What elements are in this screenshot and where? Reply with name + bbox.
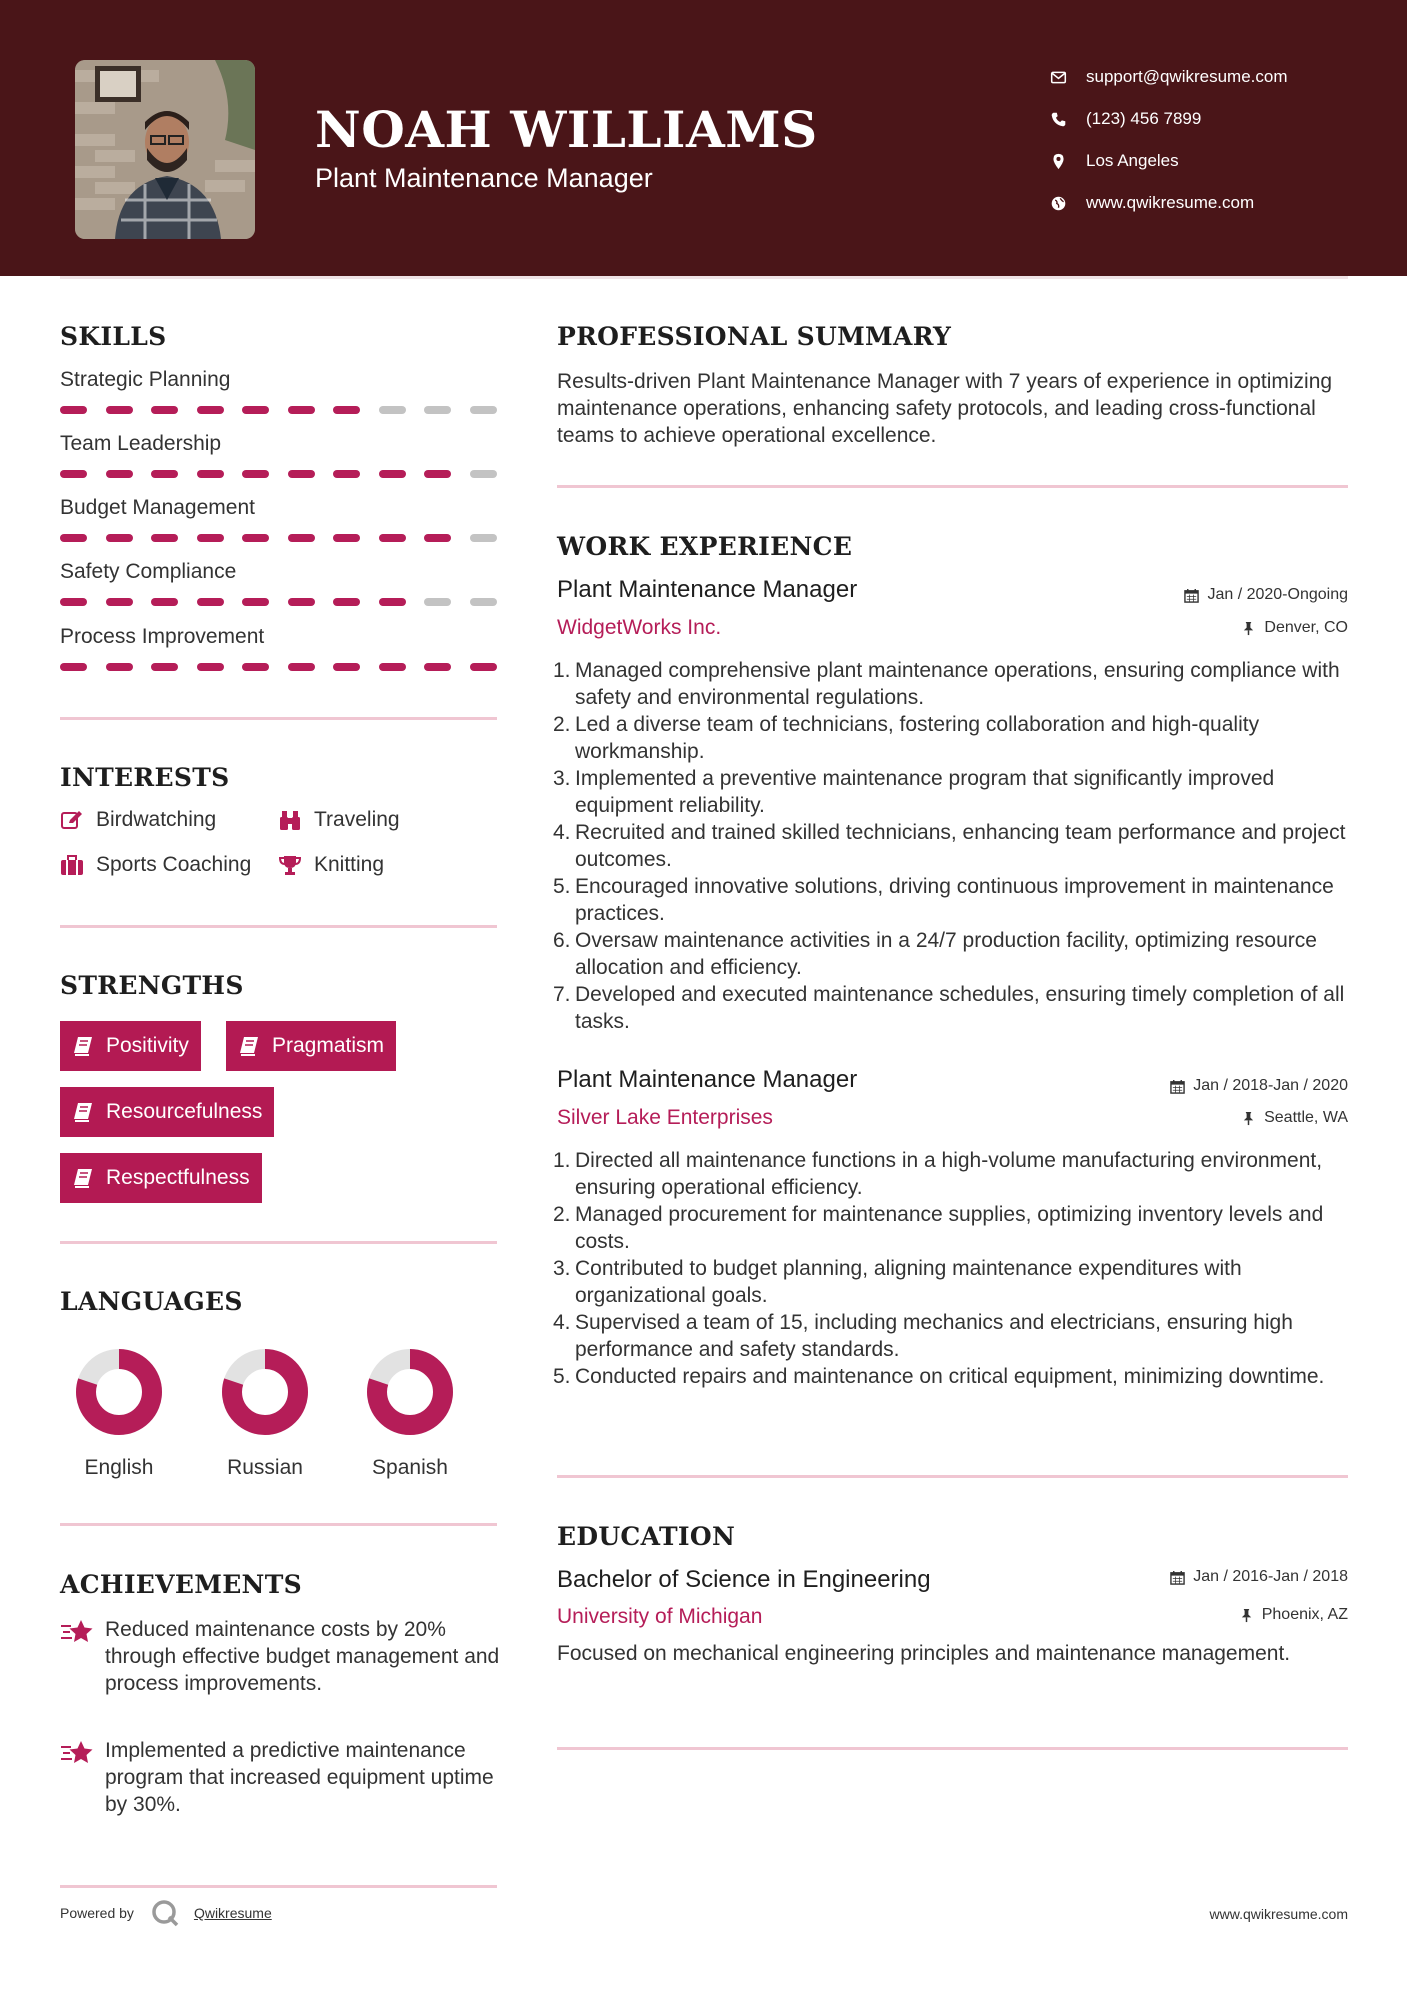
skill-dot-filled	[333, 598, 360, 606]
skill-dot-filled	[106, 534, 133, 542]
skill-dot-filled	[333, 663, 360, 671]
language-label: English	[84, 1456, 154, 1479]
star-icon	[60, 1737, 105, 1818]
summary-heading: PROFESSIONAL SUMMARY	[557, 322, 952, 351]
job-bullet	[553, 1309, 1347, 1363]
skill-dot-filled	[242, 534, 269, 542]
section-divider	[557, 1475, 1348, 1478]
bullet-text: Contributed to budget planning, aligning maintenance expenditures with organizational goals.	[575, 1257, 1242, 1307]
contact-website-text[interactable]: www.qwikresume.com	[1086, 193, 1255, 212]
bullet-number: 4.	[553, 1311, 571, 1334]
job-dates-text: Jan / 2018-Jan / 2020	[1193, 1077, 1348, 1094]
bullet-number: 2.	[553, 1203, 571, 1226]
bullet-text: Implemented a preventive maintenance program that significantly improved equipment reliability.	[575, 767, 1275, 817]
skill-dot-filled	[151, 534, 178, 542]
bullet-number: 3.	[553, 767, 571, 790]
skill-dot-filled	[197, 534, 224, 542]
bullet-text: Directed all maintenance functions in a high-volume manufacturing environment, ensuring operational efficiency.	[575, 1149, 1323, 1199]
book-icon	[238, 1036, 260, 1056]
strength-label: Respectfulness	[106, 1166, 250, 1189]
job-bullet	[553, 981, 1347, 1035]
skill-dot-filled	[60, 534, 87, 542]
education-degree: Bachelor of Science in Engineering	[557, 1566, 931, 1593]
achievement-item	[60, 1616, 500, 1697]
envelope-icon	[1050, 69, 1086, 86]
skill-dot-filled	[333, 534, 360, 542]
bullet-text: Developed and executed maintenance schedules, ensuring timely completion of all tasks.	[575, 983, 1345, 1033]
strength-label: Pragmatism	[272, 1034, 385, 1057]
skill-dot-filled	[288, 663, 315, 671]
skill-dot-empty	[379, 406, 406, 414]
skill-dot-filled	[242, 663, 269, 671]
job-location-text: Seattle, WA	[1264, 1109, 1348, 1126]
strengths-heading: STRENGTHS	[60, 971, 244, 1000]
skill-dot-filled	[379, 534, 406, 542]
interest-label: Traveling	[314, 808, 400, 831]
contact-location-text: Los Angeles	[1086, 151, 1179, 170]
achievement-item	[60, 1737, 500, 1818]
bullet-number: 4.	[553, 821, 571, 844]
skill-dot-filled	[60, 663, 87, 671]
section-divider	[60, 925, 497, 928]
pushpin-icon	[1239, 1608, 1254, 1623]
skill-dot-empty	[470, 406, 497, 414]
contact-phone[interactable]	[1050, 98, 1288, 140]
bullet-number: 7.	[553, 983, 571, 1006]
language-donut	[366, 1348, 454, 1436]
achievements-heading: ACHIEVEMENTS	[60, 1570, 302, 1599]
section-divider	[60, 717, 497, 720]
skill-dot-filled	[242, 598, 269, 606]
education-dates	[1170, 1568, 1348, 1586]
skill-dot-filled	[197, 598, 224, 606]
job-bullet	[553, 819, 1347, 873]
skill-dot-filled	[197, 406, 224, 414]
skill-dot-filled	[288, 598, 315, 606]
powered-by-label: Powered by	[60, 1905, 134, 1921]
trophy-icon	[278, 854, 314, 876]
job-bullets	[553, 1147, 1347, 1390]
strength-badge	[60, 1153, 262, 1203]
job-dates-text: Jan / 2020-Ongoing	[1207, 586, 1348, 603]
education-location-text: Phoenix, AZ	[1261, 1606, 1348, 1623]
interest-item	[278, 853, 384, 877]
bullet-text: Led a diverse team of technicians, fostering collaboration and high-quality workmanship.	[575, 713, 1260, 763]
skill-dot-filled	[151, 598, 178, 606]
skill-dot-empty	[470, 470, 497, 478]
skill-dot-filled	[424, 663, 451, 671]
brand-link[interactable]: Qwikresume	[193, 1905, 272, 1921]
pushpin-icon	[1241, 621, 1256, 636]
skill-dot-empty	[470, 534, 497, 542]
section-divider	[60, 1523, 497, 1526]
strength-label: Positivity	[106, 1034, 189, 1057]
language-item	[350, 1348, 470, 1480]
skill-dot-empty	[424, 406, 451, 414]
profile-photo	[75, 60, 255, 239]
resume-header	[0, 0, 1407, 276]
briefcase-icon	[60, 854, 96, 876]
interest-item	[278, 808, 400, 832]
bullet-number: 6.	[553, 929, 571, 952]
skill-dot-filled	[106, 663, 133, 671]
skill-dot-filled	[197, 663, 224, 671]
skill-level-bar	[60, 534, 515, 542]
strength-badge	[60, 1087, 274, 1137]
language-item	[205, 1348, 325, 1480]
skill-dot-filled	[288, 406, 315, 414]
strength-label: Resourcefulness	[106, 1100, 263, 1123]
skill-dot-filled	[424, 470, 451, 478]
skill-level-bar	[60, 598, 515, 606]
contact-email-text[interactable]: support@qwikresume.com	[1086, 67, 1288, 86]
contact-email[interactable]	[1050, 56, 1288, 98]
bullet-text: Recruited and trained skilled technicians, enhancing team performance and project outcomes.	[575, 821, 1346, 871]
contact-website[interactable]	[1050, 182, 1288, 224]
achievement-text: Reduced maintenance costs by 20% through effective budget management and process improvements.	[105, 1618, 500, 1695]
job-bullet	[553, 1201, 1347, 1255]
candidate-title: Plant Maintenance Manager	[315, 163, 653, 193]
skill-dot-empty	[424, 598, 451, 606]
skill-label: Safety Compliance	[60, 560, 237, 583]
summary-text: Results-driven Plant Maintenance Manager with 7 years of experience in optimizing maintenance operations, enhancing safety protocols, and leading cross-functional teams to achieve operational excellence.	[557, 370, 1333, 447]
bullet-number: 1.	[553, 659, 571, 682]
job-location-text: Denver, CO	[1264, 619, 1348, 636]
education-location	[1239, 1606, 1348, 1624]
contact-location	[1050, 140, 1288, 182]
skill-level-bar	[60, 406, 515, 414]
skill-label: Budget Management	[60, 496, 255, 519]
education-dates-text: Jan / 2016-Jan / 2018	[1193, 1568, 1348, 1585]
header-divider	[60, 276, 1348, 279]
edit-icon	[60, 809, 96, 831]
skill-label: Process Improvement	[60, 625, 265, 648]
interest-label: Knitting	[314, 853, 385, 876]
languages-heading: LANGUAGES	[60, 1287, 243, 1316]
skill-level-bar	[60, 470, 515, 478]
book-icon	[72, 1168, 94, 1188]
section-divider	[60, 1885, 497, 1888]
contact-list	[1050, 56, 1288, 224]
bullet-text: Supervised a team of 15, including mechanics and electricians, ensuring high performance and safety standards.	[575, 1311, 1293, 1361]
footer-powered-by	[60, 1898, 272, 1928]
skill-label: Team Leadership	[60, 432, 222, 455]
strength-badge	[226, 1021, 396, 1071]
phone-icon	[1050, 111, 1086, 128]
star-icon	[60, 1616, 105, 1697]
skill-dot-filled	[60, 406, 87, 414]
interest-label: Sports Coaching	[96, 853, 252, 876]
bullet-number: 3.	[553, 1257, 571, 1280]
skill-label: Strategic Planning	[60, 368, 231, 391]
language-donut	[221, 1348, 309, 1436]
job-bullet	[553, 1147, 1347, 1201]
language-label: Spanish	[372, 1456, 448, 1479]
map-marker-icon	[1050, 153, 1086, 170]
skill-dot-filled	[151, 470, 178, 478]
skill-dot-filled	[106, 406, 133, 414]
candidate-name: NOAH WILLIAMS	[315, 100, 818, 159]
skill-dot-filled	[424, 534, 451, 542]
bullet-text: Conducted repairs and maintenance on critical equipment, minimizing downtime.	[575, 1365, 1325, 1388]
bullet-number: 5.	[553, 1365, 571, 1388]
calendar-icon	[1184, 588, 1199, 603]
job-dates	[1184, 586, 1348, 604]
job-title: Plant Maintenance Manager	[557, 576, 858, 603]
skill-dot-filled	[242, 406, 269, 414]
bullet-number: 2.	[553, 713, 571, 736]
contact-phone-text[interactable]: (123) 456 7899	[1086, 109, 1202, 128]
book-icon	[72, 1036, 94, 1056]
experience-heading: WORK EXPERIENCE	[557, 532, 853, 561]
skill-dot-filled	[106, 598, 133, 606]
skill-level-bar	[60, 663, 515, 671]
calendar-icon	[1170, 1079, 1185, 1094]
job-bullet	[553, 765, 1347, 819]
education-description: Focused on mechanical engineering principles and maintenance management.	[557, 1642, 1291, 1665]
bullet-number: 5.	[553, 875, 571, 898]
pushpin-icon	[1241, 1111, 1256, 1126]
skill-dot-filled	[379, 598, 406, 606]
skill-dot-filled	[197, 470, 224, 478]
job-title: Plant Maintenance Manager	[557, 1066, 858, 1093]
skill-dot-filled	[288, 470, 315, 478]
job-location	[1241, 619, 1348, 637]
skill-dot-filled	[106, 470, 133, 478]
skill-dot-filled	[151, 406, 178, 414]
skill-dot-filled	[379, 470, 406, 478]
section-divider	[557, 1747, 1348, 1750]
skill-dot-filled	[379, 663, 406, 671]
job-bullet	[553, 1255, 1347, 1309]
skill-dot-filled	[151, 663, 178, 671]
achievement-text: Implemented a predictive maintenance program that increased equipment uptime by 30%.	[105, 1739, 494, 1816]
job-company: WidgetWorks Inc.	[557, 616, 722, 639]
language-item	[59, 1348, 179, 1480]
education-heading: EDUCATION	[557, 1522, 736, 1551]
job-bullet	[553, 657, 1347, 711]
interest-label: Birdwatching	[96, 808, 217, 831]
strength-badge	[60, 1021, 201, 1071]
education-school: University of Michigan	[557, 1605, 763, 1628]
skill-dot-filled	[60, 598, 87, 606]
binoculars-icon	[278, 809, 314, 831]
job-company: Silver Lake Enterprises	[557, 1106, 773, 1129]
language-donut	[75, 1348, 163, 1436]
skill-dot-filled	[60, 470, 87, 478]
skill-dot-empty	[470, 598, 497, 606]
job-bullet	[553, 711, 1347, 765]
bullet-text: Oversaw maintenance activities in a 24/7 production facility, optimizing resource allocation and efficiency.	[575, 929, 1317, 979]
job-bullets	[553, 657, 1347, 1035]
profile-photo-illustration	[75, 60, 255, 239]
section-divider	[557, 485, 1348, 488]
job-bullet	[553, 927, 1347, 981]
job-dates	[1170, 1077, 1348, 1095]
job-bullet	[553, 1363, 1347, 1390]
bullet-text: Managed procurement for maintenance supplies, optimizing inventory levels and costs.	[575, 1203, 1324, 1253]
skill-dot-filled	[333, 406, 360, 414]
interest-item	[60, 853, 251, 877]
skill-dot-filled	[470, 663, 497, 671]
skill-dot-filled	[242, 470, 269, 478]
language-label: Russian	[227, 1456, 303, 1479]
skill-dot-filled	[288, 534, 315, 542]
calendar-icon	[1170, 1570, 1185, 1585]
bullet-number: 1.	[553, 1149, 571, 1172]
job-bullet	[553, 873, 1347, 927]
qwikresume-logo-icon	[150, 1898, 180, 1928]
skill-dot-filled	[333, 470, 360, 478]
interest-item	[60, 808, 216, 832]
job-location	[1241, 1109, 1348, 1127]
globe-icon	[1050, 195, 1086, 212]
bullet-text: Encouraged innovative solutions, driving continuous improvement in maintenance practices.	[575, 875, 1334, 925]
book-icon	[72, 1102, 94, 1122]
bullet-text: Managed comprehensive plant maintenance operations, ensuring compliance with safety and environmental regulations.	[575, 659, 1340, 709]
footer-website[interactable]: www.qwikresume.com	[1209, 1906, 1348, 1922]
section-divider	[60, 1241, 497, 1244]
interests-heading: INTERESTS	[60, 763, 230, 792]
skills-heading: SKILLS	[60, 322, 167, 351]
